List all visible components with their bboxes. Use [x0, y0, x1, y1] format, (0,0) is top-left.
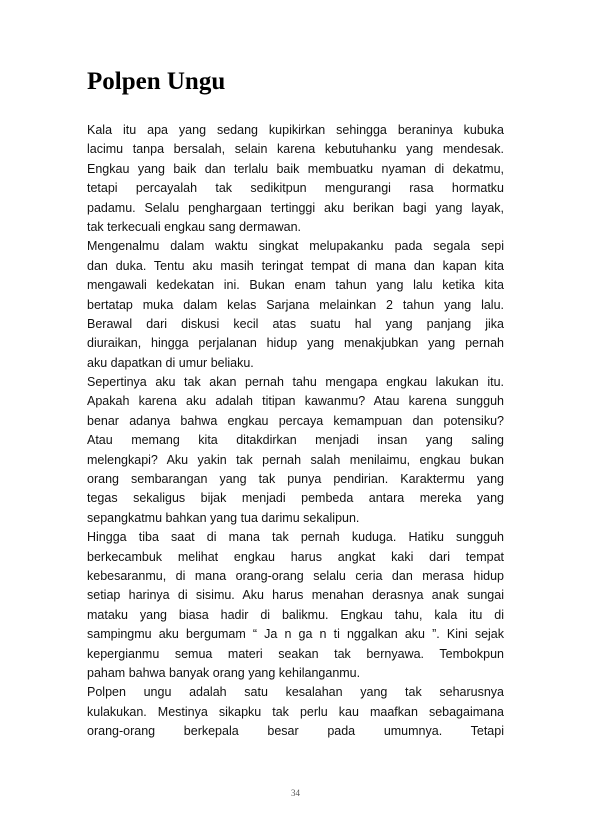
text-line: melengkapi? Aku yakin tak pernah salah menilaimu, engkau bukan: [87, 452, 504, 467]
text-line: sampingmu aku bergumam “ Ja n ga n ti nggalkan aku ”. Kini sejak: [87, 627, 504, 642]
text-line: Hingga tiba saat di mana tak pernah kuduga. Hatiku sungguh: [87, 530, 504, 545]
text-line: aku dapatkan di umur beliaku.: [87, 355, 254, 370]
body-text: [87, 121, 504, 742]
text-line: Sepertinya aku tak akan pernah tahu mengapa engkau lakukan itu.: [87, 375, 504, 390]
text-line: Atau memang kita ditakdirkan menjadi insan yang saling: [87, 433, 504, 448]
text-line: paham bahwa banyak orang yang kehilanganmu.: [87, 665, 361, 680]
text-line: kebesaranmu, di mana orang-orang selalu ceria dan merasa hidup: [87, 568, 504, 583]
text-line: orang sembarangan yang tak punya pendirian. Karaktermu yang: [87, 472, 504, 487]
text-line: Kala itu apa yang sedang kupikirkan sehingga beraninya kubuka: [87, 123, 504, 137]
page-title: Polpen Ungu: [87, 68, 226, 95]
paragraph: [87, 528, 504, 683]
text-line: Polpen ungu adalah satu kesalahan yang tak seharusnya: [87, 685, 504, 700]
text-line: diuraikan, hingga perjalanan hidup yang menakjubkan yang pernah: [87, 336, 504, 351]
text-line: mengawali kedekatan ini. Bukan enam tahun yang lalu ketika kita: [87, 278, 504, 293]
page-number: 34: [291, 788, 300, 798]
text-line: mataku yang biasa hadir di balikmu. Engkau tahu, kala itu di: [87, 607, 504, 622]
text-line: dan duka. Tentu aku masih teringat tempat di mana dan kapan kita: [87, 258, 504, 273]
text-line: kulakukan. Mestinya sikapku tak perlu kau maafkan sebagaimana: [87, 704, 504, 719]
text-line: tetapi percayalah tak sedikitpun mengurangi rasa hormatku: [87, 181, 504, 196]
text-line: Apakah karena aku adalah titipan kawanmu? Atau karena sungguh: [87, 394, 504, 409]
text-line: Mengenalmu dalam waktu singkat melupakanku pada segala sepi: [87, 239, 504, 254]
text-line: tegas sekaligus bijak menjadi pembeda antara mereka yang: [87, 491, 504, 506]
text-line: padamu. Selalu penghargaan tertinggi aku berikan bagi yang layak,: [87, 200, 504, 215]
text-line: Engkau yang baik dan terlalu baik membuatku nyaman di dekatmu,: [87, 161, 504, 176]
text-line: lacimu tanpa bersalah, selain karena kebutuhanku yang mendesak.: [87, 142, 504, 157]
text-line: tak terkecuali engkau sang dermawan.: [87, 219, 302, 234]
paragraph: [87, 237, 504, 373]
paragraph: [87, 683, 504, 741]
text-line: setiap harinya di sisimu. Aku harus menahan derasnya anak sungai: [87, 588, 504, 603]
text-line: sepangkatmu bahkan yang tua darimu sekalipun.: [87, 510, 360, 525]
text-line: bertatap muka dalam kelas Sarjana melainkan 2 tahun yang lalu.: [87, 297, 504, 312]
text-line: berkecambuk melihat engkau harus angkat kaki dari tempat: [87, 549, 504, 564]
text-line: benar adanya bahwa engkau percaya kemampuan dan potensiku?: [87, 413, 504, 428]
text-line: orang-orang berkepala besar pada umumnya. Tetapi: [87, 724, 504, 739]
paragraph: [87, 121, 504, 237]
text-line: Berawal dari diskusi kecil atas suatu hal yang panjang jika: [87, 316, 504, 331]
paragraph: [87, 373, 504, 528]
text-line: kepergianmu semua materi seakan tak bernyawa. Tembokpun: [87, 646, 504, 661]
